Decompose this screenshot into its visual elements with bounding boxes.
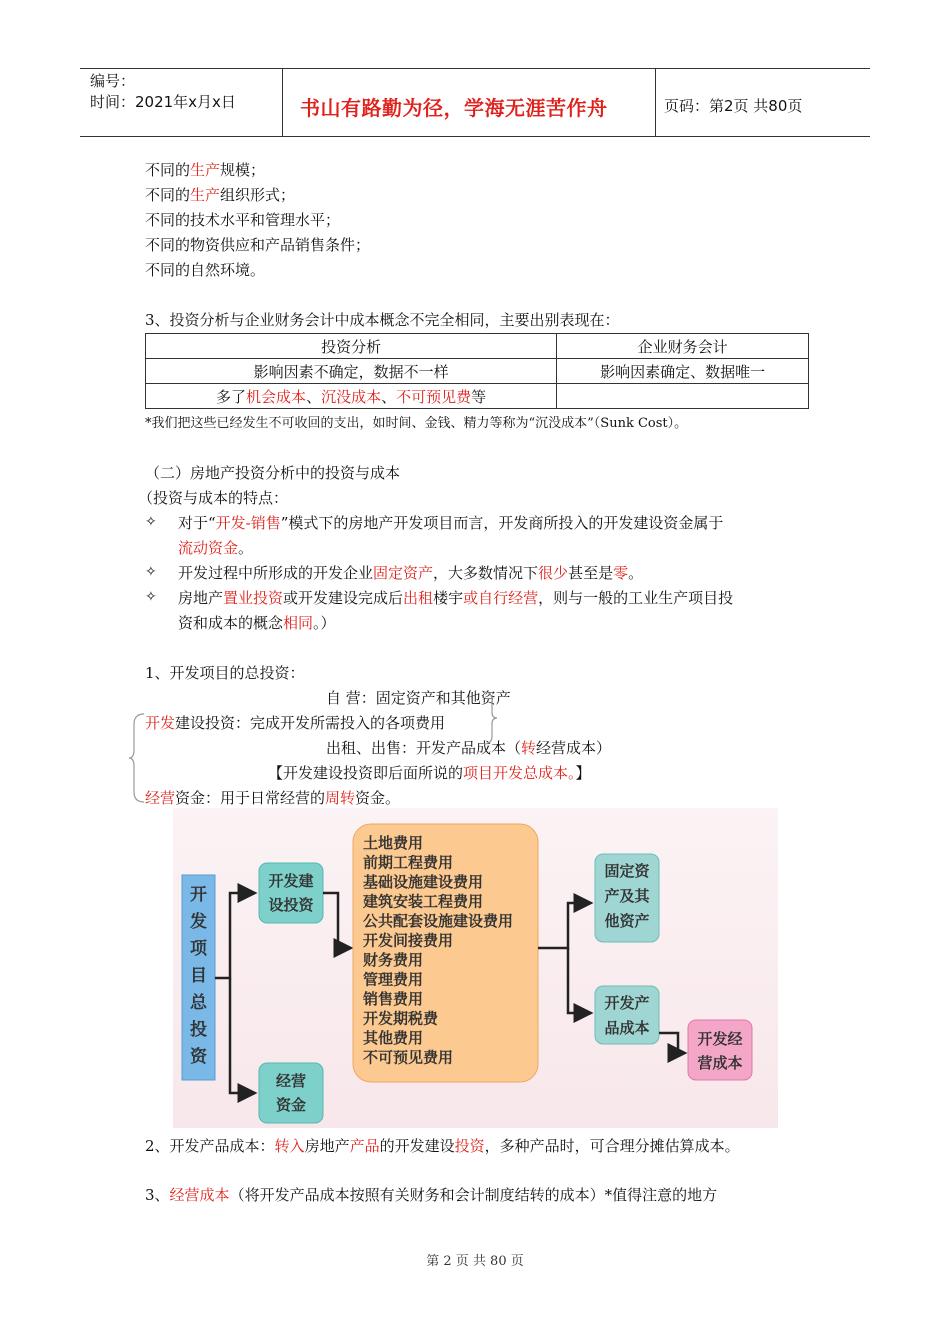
sunk-cost-note: *我们把这些已经发生不可收回的支出，如时间、金钱、精力等称为“沉没成本”（Sunk Cost）。 (145, 416, 688, 431)
root-connector (215, 893, 255, 978)
table-row (146, 384, 809, 409)
operating-fund-label: 资金 (275, 1096, 307, 1114)
product-cost-label: 品成本 (604, 1019, 650, 1037)
header-page-info: 页码：第2页 共80页 (664, 97, 803, 115)
product-to-opcost-arrow (659, 1033, 685, 1053)
root-box-char: 开 (190, 885, 207, 905)
factor-line-4: 不同的物资供应和产品销售条件； (145, 236, 371, 254)
table-row (146, 334, 809, 359)
cost-item: 前期工程费用 (363, 853, 454, 872)
cost-item: 其他费用 (363, 1029, 424, 1047)
root-box-char: 投 (190, 1020, 207, 1040)
cost-item: 开发间接费用 (363, 931, 454, 950)
costs-connector (538, 903, 591, 948)
header-divider-1 (282, 69, 283, 136)
factor-line-1: 不同的生产规模； (145, 161, 266, 179)
operating-fund-label: 经营 (275, 1072, 307, 1090)
bullet-2: 开发过程中所形成的开发企业固定资产，大多数情况下很少甚至是零。 (178, 564, 644, 582)
dev-to-costs-arrow (323, 893, 351, 948)
root-box-label (189, 885, 208, 1067)
table-cell: 多了机会成本、沉没成本、不可预见费等 (146, 384, 557, 409)
root-box-char: 发 (190, 912, 207, 932)
root-box-char: 总 (190, 993, 207, 1013)
cost-item: 管理费用 (363, 970, 424, 989)
fixed-assets-label: 他资产 (604, 912, 650, 930)
investment-structure-diagram (173, 808, 778, 1128)
table-header-cell: 投资分析 (146, 334, 557, 359)
fixed-assets-label: 产及其 (604, 887, 650, 905)
bullet-diamond-icon: ✧ (145, 514, 157, 530)
cost-item: 开发期税费 (363, 1009, 439, 1028)
operating-fund-line: 经营资金：用于日常经营的周转资金。 (145, 789, 401, 807)
operating-cost-label: 开发经 (697, 1030, 743, 1048)
header-top-rule (80, 68, 870, 69)
fixed-assets-label: 固定资 (604, 862, 650, 880)
cost-item: 财务费用 (363, 951, 424, 969)
bullet-3-line-1: 房地产置业投资或开发建设完成后出租楼宇或自行经营，则与一般的工业生产项目投 (178, 589, 734, 607)
cost-item: 基础设施建设费用 (363, 873, 484, 891)
table-header-cell: 企业财务会计 (557, 334, 809, 359)
header-date: 时间：2021年x月x日 (90, 93, 236, 111)
section3-intro: 3、投资分析与企业财务会计中成本概念不完全相同，主要出别表现在： (145, 311, 620, 329)
table-cell: 影响因素不确定，数据不一样 (146, 359, 557, 384)
header-divider-2 (655, 69, 656, 136)
header-number: 编号： (90, 72, 136, 90)
root-box-char: 目 (190, 966, 207, 986)
right-brace-icon (482, 690, 498, 746)
header-motto: 书山有路勤为径，学海无涯苦作舟 (300, 96, 608, 120)
features-title: （投资与成本的特点： (138, 489, 289, 507)
page-footer: 第 2 页 共 80 页 (426, 1254, 524, 1269)
cost-item: 不可预见费用 (363, 1048, 454, 1067)
dev-investment-label: 开发建 (268, 872, 314, 890)
dev-investment-note: 【开发建设投资即后面所说的项目开发总成本。】 (268, 764, 591, 782)
header-bottom-rule (80, 136, 870, 137)
root-box-char: 资 (190, 1047, 207, 1067)
self-operated-line: 自 营：固定资产和其他资产 (326, 689, 511, 707)
left-brace-icon (128, 712, 146, 804)
factor-line-3: 不同的技术水平和管理水平； (145, 211, 341, 229)
rent-sale-line: 出租、出售：开发产品成本（转经营成本） (326, 739, 612, 757)
root-box-char: 项 (190, 939, 207, 959)
comparison-table (145, 333, 809, 409)
bullet-1-line-2: 流动资金。 (178, 539, 254, 557)
table-cell: 影响因素确定、数据唯一 (557, 359, 809, 384)
total-investment-title: 1、开发项目的总投资： (145, 664, 305, 682)
dev-investment-line: 开发建设投资：完成开发所需投入的各项费用 (145, 714, 446, 732)
table-cell (557, 384, 809, 409)
table-row (146, 359, 809, 384)
factor-line-2: 不同的生产组织形式； (145, 186, 296, 204)
item-2: 2、开发产品成本：转入房地产产品的开发建设投资，多种产品时，可合理分摊估算成本。 (145, 1137, 740, 1155)
bullet-diamond-icon: ✧ (145, 564, 157, 580)
factor-line-5: 不同的自然环境。 (145, 261, 266, 279)
bullet-1-line-1: 对于“开发-销售”模式下的房地产开发项目而言，开发商所投入的开发建设资金属于 (178, 514, 724, 532)
bullet-3-line-2: 资和成本的概念相同。） (178, 614, 336, 632)
root-connector (230, 978, 255, 1093)
cost-item: 土地费用 (363, 834, 424, 852)
operating-cost-label: 营成本 (697, 1054, 743, 1072)
bullet-diamond-icon: ✧ (145, 589, 157, 605)
subsection-title: （二）房地产投资分析中的投资与成本 (145, 464, 401, 482)
cost-item: 建筑安装工程费用 (363, 892, 484, 911)
item-3: 3、经营成本（将开发产品成本按照有关财务和会计制度结转的成本）*值得注意的地方 (145, 1186, 718, 1204)
product-cost-label: 开发产 (604, 994, 650, 1012)
costs-connector (568, 948, 591, 1013)
diagram-canvas (173, 808, 778, 1128)
cost-item: 公共配套设施建设费用 (363, 912, 514, 930)
dev-investment-label: 设投资 (268, 896, 314, 914)
cost-item: 销售费用 (363, 990, 424, 1008)
